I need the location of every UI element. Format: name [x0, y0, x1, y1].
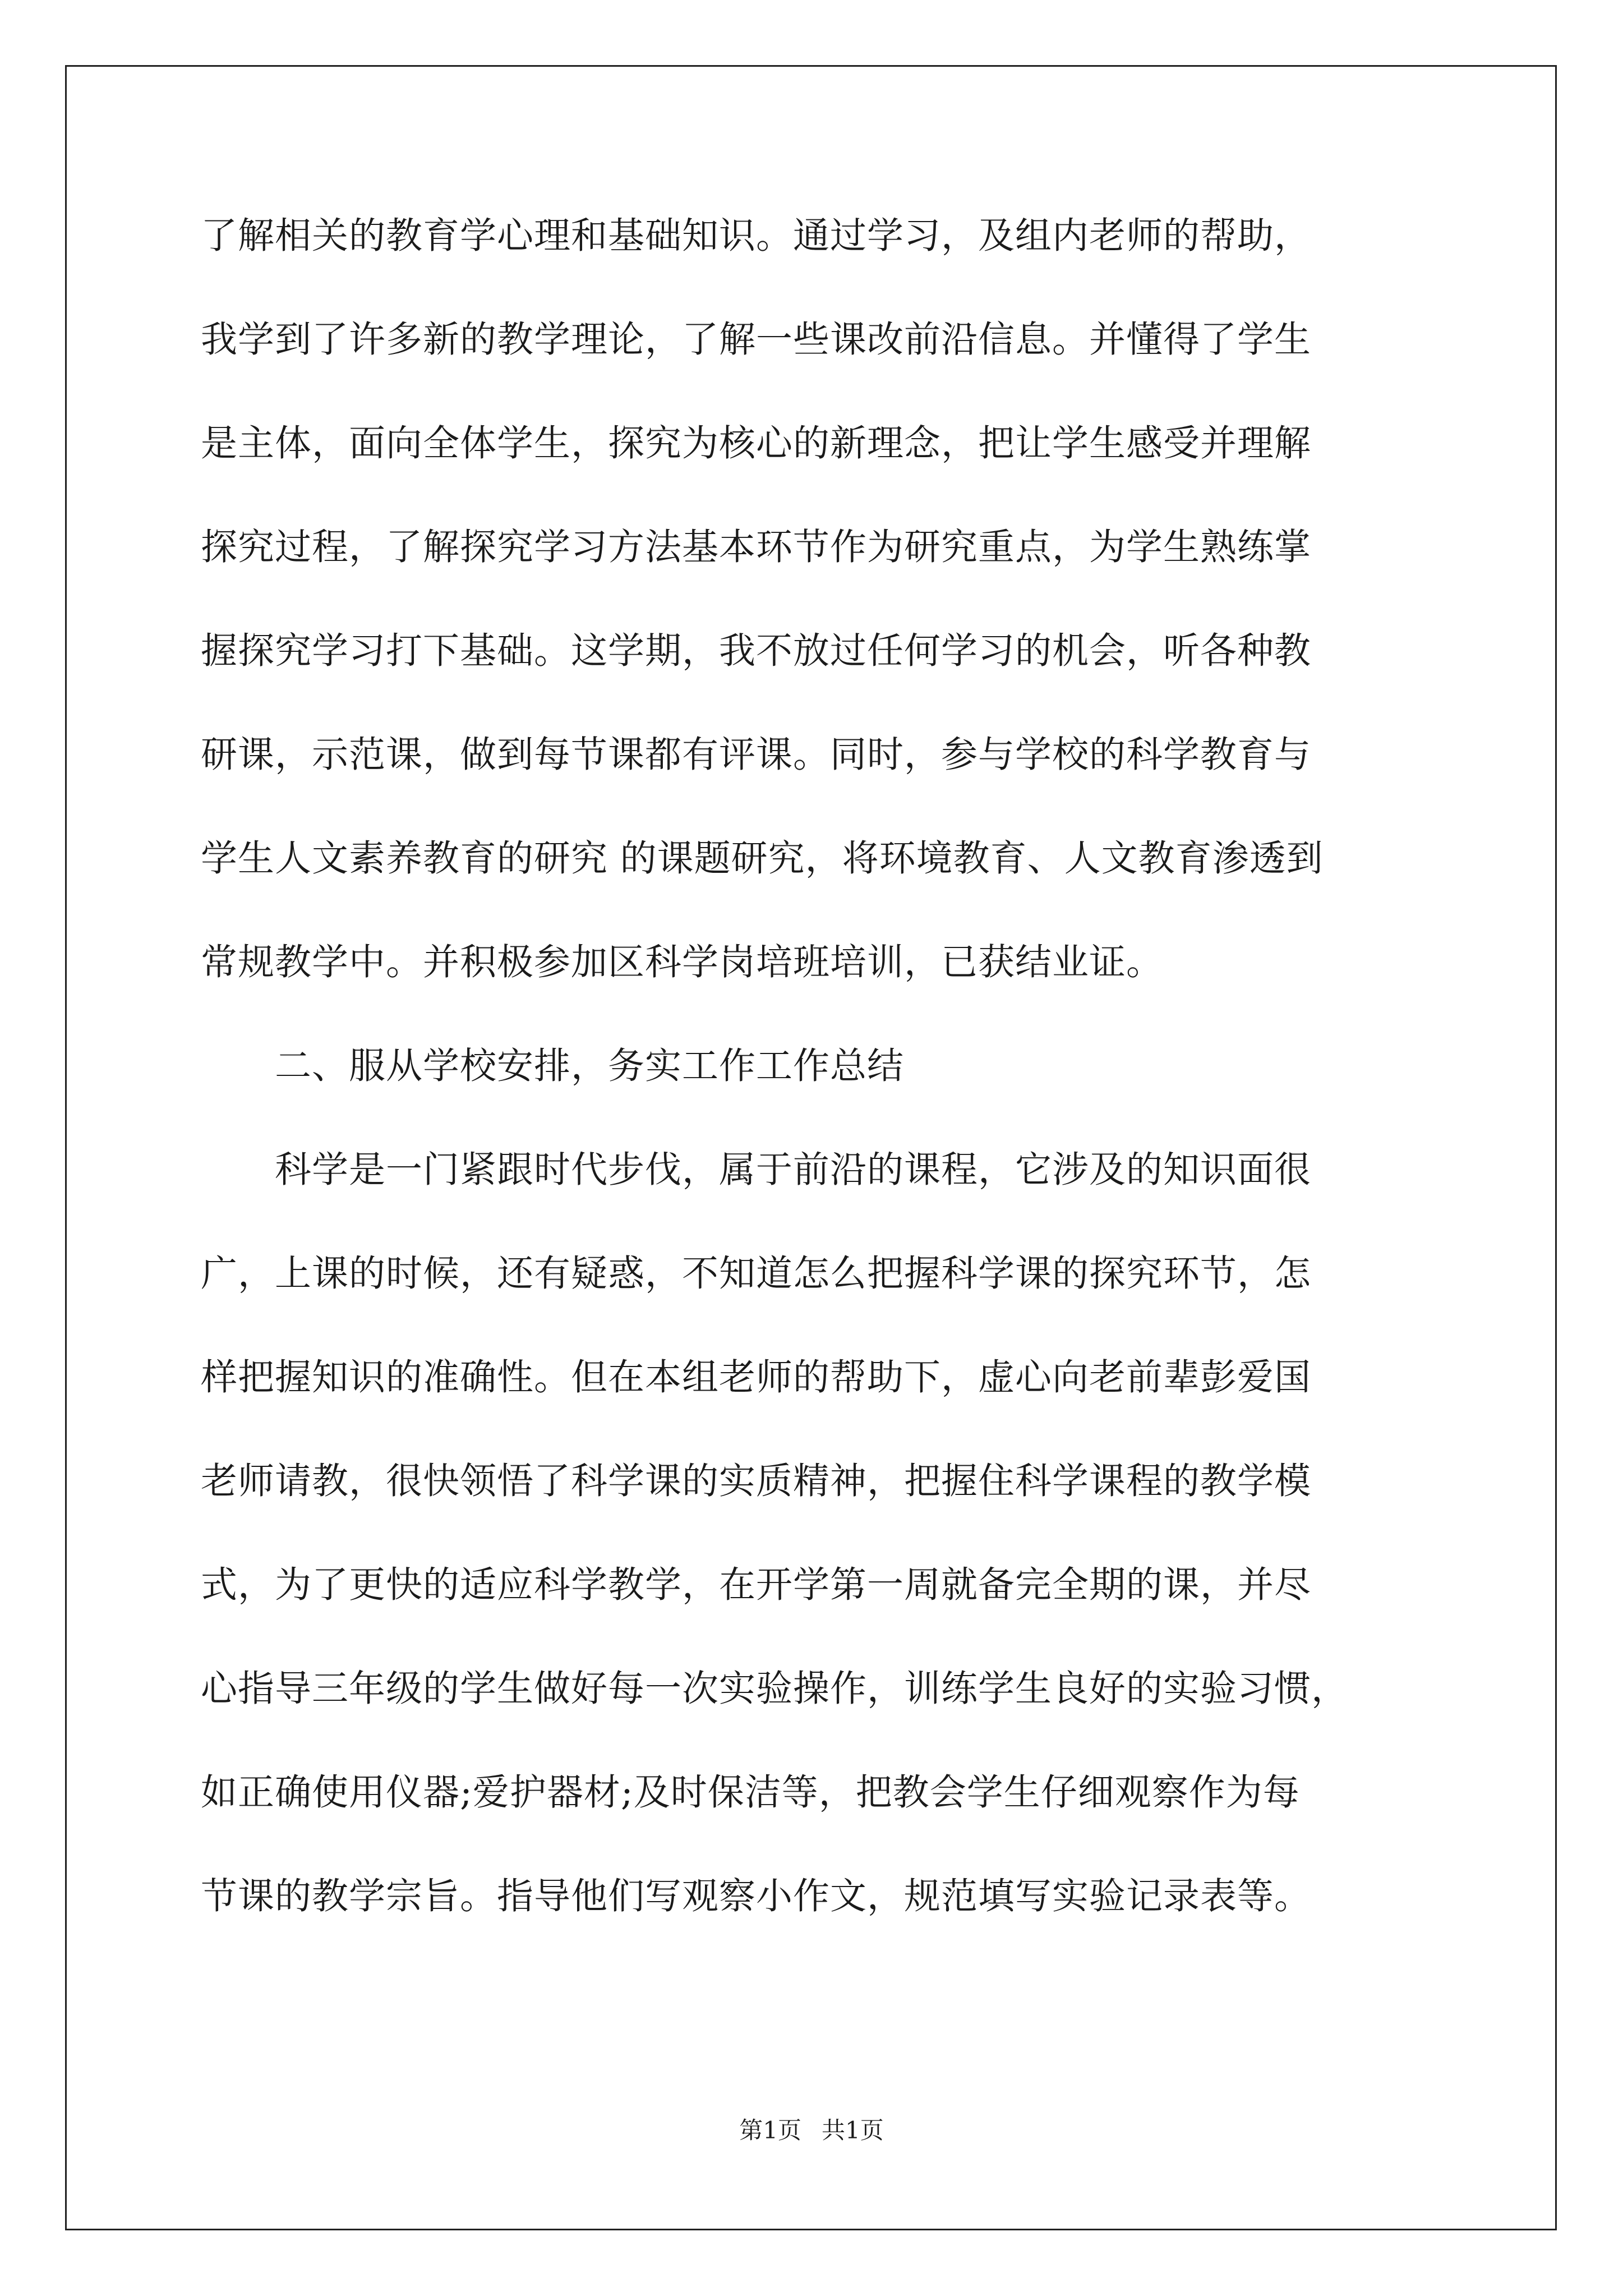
text-line: 我学到了许多新的教学理论，了解一些课改前沿信息。并懂得了学生 [201, 319, 1312, 361]
text-line: 研课，示范课，做到每节课都有评课。同时，参与学校的科学教育与 [201, 734, 1312, 776]
text-line: 了解相关的教育学心理和基础知识。通过学习，及组内老师的帮助， [201, 215, 1312, 257]
text-line: 是主体，面向全体学生，探究为核心的新理念，把让学生感受并理解 [201, 422, 1312, 464]
page-footer [0, 2114, 1623, 2147]
text-line: 常规教学中。并积极参加区科学岗培班培训，已获结业证。 [201, 941, 1164, 983]
document-body [201, 200, 1435, 1964]
text-line: 学生人文素养教育的研究 的课题研究，将环境教育、人文教育渗透到 [201, 838, 1324, 880]
text-line: 握探究学习打下基础。这学期，我不放过任何学习的机会，听各种教 [201, 630, 1312, 672]
text-line: 节课的教学宗旨。指导他们写观察小作文，规范填写实验记录表等。 [201, 1875, 1312, 1917]
page-number: 第1页 [739, 2116, 801, 2144]
text-line: 老师请教，很快领悟了科学课的实质精神，把握住科学课程的教学模 [201, 1460, 1312, 1502]
text-line: 样把握知识的准确性。但在本组老师的帮助下，虚心向老前辈彭爱国 [201, 1356, 1312, 1398]
text-line: 如正确使用仪器;爱护器材;及时保洁等，把教会学生仔细观察作为每 [201, 1772, 1300, 1814]
section-heading: 二、服从学校安排，务实工作工作总结 [275, 1045, 905, 1087]
text-line: 心指导三年级的学生做好每一次实验操作，训练学生良好的实验习惯， [201, 1668, 1349, 1710]
text-line: 式，为了更快的适应科学教学，在开学第一周就备完全期的课，并尽 [201, 1564, 1312, 1606]
text-line: 科学是一门紧跟时代步伐，属于前沿的课程，它涉及的知识面很 [275, 1149, 1312, 1191]
page-total: 共1页 [822, 2116, 884, 2144]
text-line: 广，上课的时候，还有疑惑，不知道怎么把握科学课的探究环节，怎 [201, 1253, 1312, 1295]
text-line: 探究过程，了解探究学习方法基本环节作为研究重点，为学生熟练掌 [201, 526, 1312, 568]
